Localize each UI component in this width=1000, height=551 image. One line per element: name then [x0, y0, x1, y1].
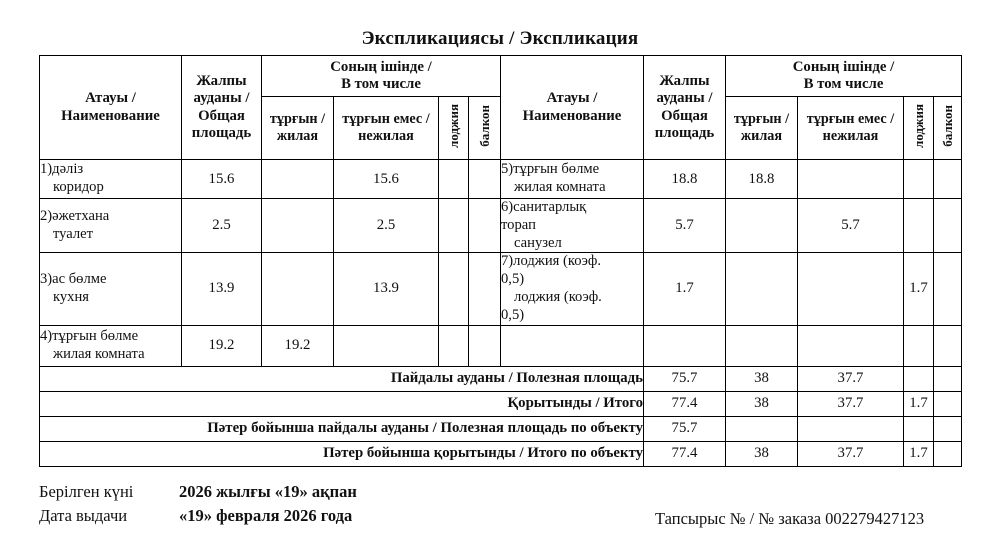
row-name-left-ru: коридор	[53, 179, 104, 195]
summary-loggia	[904, 366, 934, 391]
header-total-right-line4: площадь	[654, 124, 715, 141]
row-balcony-left	[469, 325, 501, 366]
row-name-right-extra2: 0,5)	[501, 306, 525, 323]
row-name-right-kk: 5)тұрғын бөлме	[501, 161, 600, 178]
summary-total: 77.4	[644, 391, 726, 416]
row-name-right-kk: 7)лоджия (коэф.	[501, 253, 601, 270]
summary-total: 77.4	[644, 441, 726, 466]
row-nonliving-left	[334, 325, 439, 366]
row-total-right: 1.7	[644, 253, 726, 325]
row-name-left-ru: жилая комната	[53, 345, 145, 362]
row-balcony-right	[934, 253, 962, 325]
row-living-left: 19.2	[262, 325, 334, 366]
row-name-right-kk: 6)санитарлық	[501, 199, 587, 215]
explication-table	[39, 55, 962, 467]
summary-living	[726, 416, 798, 441]
row-name-right	[501, 253, 644, 325]
summary-label: Пәтер бойынша қорытынды / Итого по объекту	[40, 441, 644, 466]
summary-label: Қорытынды / Итого	[40, 391, 644, 416]
header-total-right-line2: ауданы /	[656, 90, 713, 107]
row-loggia-right	[904, 199, 934, 253]
issue-date-label-kk: Берілген күні	[39, 482, 134, 501]
header-loggia-left-text: лоджия	[446, 104, 461, 148]
row-living-left	[262, 253, 334, 325]
row-total-right: 18.8	[644, 160, 726, 199]
summary-nonliving: 37.7	[798, 391, 904, 416]
row-loggia-left	[439, 253, 469, 325]
header-nonliving-right-line2: нежилая	[822, 128, 879, 144]
row-name-left-ru: туалет	[53, 225, 94, 242]
header-total-left-line3: Общая	[198, 107, 245, 124]
header-living-left	[262, 97, 334, 160]
row-nonliving-right	[798, 253, 904, 325]
row-total-left: 13.9	[182, 253, 262, 325]
header-name-right	[501, 56, 644, 160]
summary-living: 38	[726, 366, 798, 391]
header-among-right	[726, 56, 962, 97]
row-name-right-ru: торап	[501, 216, 536, 233]
summary-loggia	[904, 416, 934, 441]
header-living-right-line2: жилая	[740, 128, 783, 144]
header-total-left-line2: ауданы /	[193, 90, 250, 107]
row-name-left	[40, 160, 182, 199]
table-header-row-1	[40, 56, 962, 97]
header-total-right	[644, 56, 726, 160]
summary-row	[40, 366, 962, 391]
issue-date-label-ru: Дата выдачи	[39, 505, 128, 525]
header-total-right-line1: Жалпы	[659, 72, 710, 89]
header-loggia-right-text: лоджия	[911, 104, 926, 148]
row-name-left	[40, 199, 182, 253]
summary-loggia: 1.7	[904, 391, 934, 416]
row-balcony-left	[469, 160, 501, 199]
header-balcony-left-text: балкон	[477, 105, 492, 147]
summary-balcony	[934, 416, 962, 441]
header-nonliving-right-line1: тұрғын емес /	[806, 111, 895, 128]
row-nonliving-left: 15.6	[334, 160, 439, 199]
header-loggia-right	[904, 97, 934, 160]
row-nonliving-left: 2.5	[334, 199, 439, 253]
row-living-right	[726, 325, 798, 366]
row-name-left	[40, 253, 182, 325]
header-nonliving-left-line2: нежилая	[358, 128, 414, 144]
row-balcony-right	[934, 325, 962, 366]
row-nonliving-left: 13.9	[334, 253, 439, 325]
header-loggia-left	[439, 97, 469, 160]
header-nonliving-right	[798, 97, 904, 160]
row-name-left-ru: кухня	[53, 288, 89, 305]
header-living-left-line2: жилая	[276, 128, 319, 144]
row-name-left-kk: 3)ас бөлме	[40, 271, 107, 288]
row-balcony-left	[469, 199, 501, 253]
row-living-right	[726, 199, 798, 253]
header-total-left	[182, 56, 262, 160]
summary-living: 38	[726, 391, 798, 416]
row-nonliving-right	[798, 160, 904, 199]
table-row	[40, 199, 962, 253]
summary-row	[40, 391, 962, 416]
summary-row	[40, 416, 962, 441]
row-loggia-left	[439, 199, 469, 253]
row-nonliving-right: 5.7	[798, 199, 904, 253]
header-name-left-line1: Атауы /	[85, 90, 136, 107]
row-balcony-left	[469, 253, 501, 325]
row-name-left-kk: 2)әжетхана	[40, 207, 110, 224]
row-name-right-ru: 0,5)	[501, 271, 525, 288]
header-balcony-right	[934, 97, 962, 160]
header-living-right	[726, 97, 798, 160]
row-living-left	[262, 160, 334, 199]
summary-nonliving	[798, 416, 904, 441]
page-title: Экспликациясы / Экспликация	[361, 28, 639, 49]
summary-total: 75.7	[644, 366, 726, 391]
header-balcony-right-text: балкон	[940, 105, 955, 147]
header-living-right-line1: тұрғын /	[733, 111, 790, 128]
issue-date-value-kk: 2026 жылғы «19» ақпан	[179, 482, 357, 501]
header-name-right-line2: Наименование	[522, 107, 622, 124]
header-among-left-line2: В том числе	[341, 76, 421, 92]
row-living-left	[262, 199, 334, 253]
row-name-left-kk: 1)дәліз	[40, 161, 84, 178]
header-balcony-left	[469, 97, 501, 160]
summary-label: Пайдалы ауданы / Полезная площадь	[40, 366, 644, 391]
row-balcony-right	[934, 199, 962, 253]
row-loggia-left	[439, 325, 469, 366]
header-living-left-line1: тұрғын /	[269, 111, 326, 128]
summary-row	[40, 441, 962, 466]
row-total-right: 5.7	[644, 199, 726, 253]
row-loggia-left	[439, 160, 469, 199]
table-row	[40, 325, 962, 366]
issue-date-value-ru: «19» февраля 2026 года	[179, 505, 353, 525]
row-loggia-right: 1.7	[904, 253, 934, 325]
header-among-right-line2: В том числе	[803, 76, 884, 92]
row-name-right-ru: жилая комната	[514, 179, 606, 195]
row-total-right	[644, 325, 726, 366]
header-name-right-line1: Атауы /	[546, 90, 598, 107]
row-name-right	[501, 160, 644, 199]
header-total-right-line3: Общая	[661, 107, 708, 124]
row-loggia-right	[904, 325, 934, 366]
row-name-left	[40, 325, 182, 366]
header-name-left-line2: Наименование	[61, 107, 160, 124]
header-name-left	[40, 56, 182, 160]
summary-label: Пәтер бойынша пайдалы ауданы / Полезная площадь по объекту	[40, 416, 644, 441]
header-nonliving-left	[334, 97, 439, 160]
row-living-right: 18.8	[726, 160, 798, 199]
row-name-right-extra: санузел	[514, 234, 562, 251]
summary-balcony	[934, 391, 962, 416]
table-row	[40, 253, 962, 325]
summary-living: 38	[726, 441, 798, 466]
row-total-left: 2.5	[182, 199, 262, 253]
row-name-right	[501, 199, 644, 253]
row-living-right	[726, 253, 798, 325]
row-total-left: 15.6	[182, 160, 262, 199]
summary-nonliving: 37.7	[798, 441, 904, 466]
header-total-left-line4: площадь	[191, 124, 252, 141]
summary-nonliving: 37.7	[798, 366, 904, 391]
header-among-right-line1: Соның ішінде /	[792, 58, 895, 75]
row-total-left: 19.2	[182, 325, 262, 366]
order-number: Тапсырыс № / № заказа 002279427123	[655, 509, 925, 528]
row-loggia-right	[904, 160, 934, 199]
row-name-right-extra: лоджия (коэф.	[514, 288, 602, 305]
header-total-left-line1: Жалпы	[196, 72, 247, 89]
table-row	[40, 160, 962, 199]
row-name-left-kk: 4)тұрғын бөлме	[40, 327, 139, 344]
row-name-right	[501, 325, 644, 366]
issue-date-row-kk	[39, 480, 969, 504]
summary-total: 75.7	[644, 416, 726, 441]
row-nonliving-right	[798, 325, 904, 366]
summary-balcony	[934, 441, 962, 466]
header-among-left-line1: Соның ішінде /	[330, 58, 432, 75]
summary-balcony	[934, 366, 962, 391]
header-among-left	[262, 56, 501, 97]
header-nonliving-left-line1: тұрғын емес /	[342, 111, 430, 128]
row-balcony-right	[934, 160, 962, 199]
summary-loggia: 1.7	[904, 441, 934, 466]
